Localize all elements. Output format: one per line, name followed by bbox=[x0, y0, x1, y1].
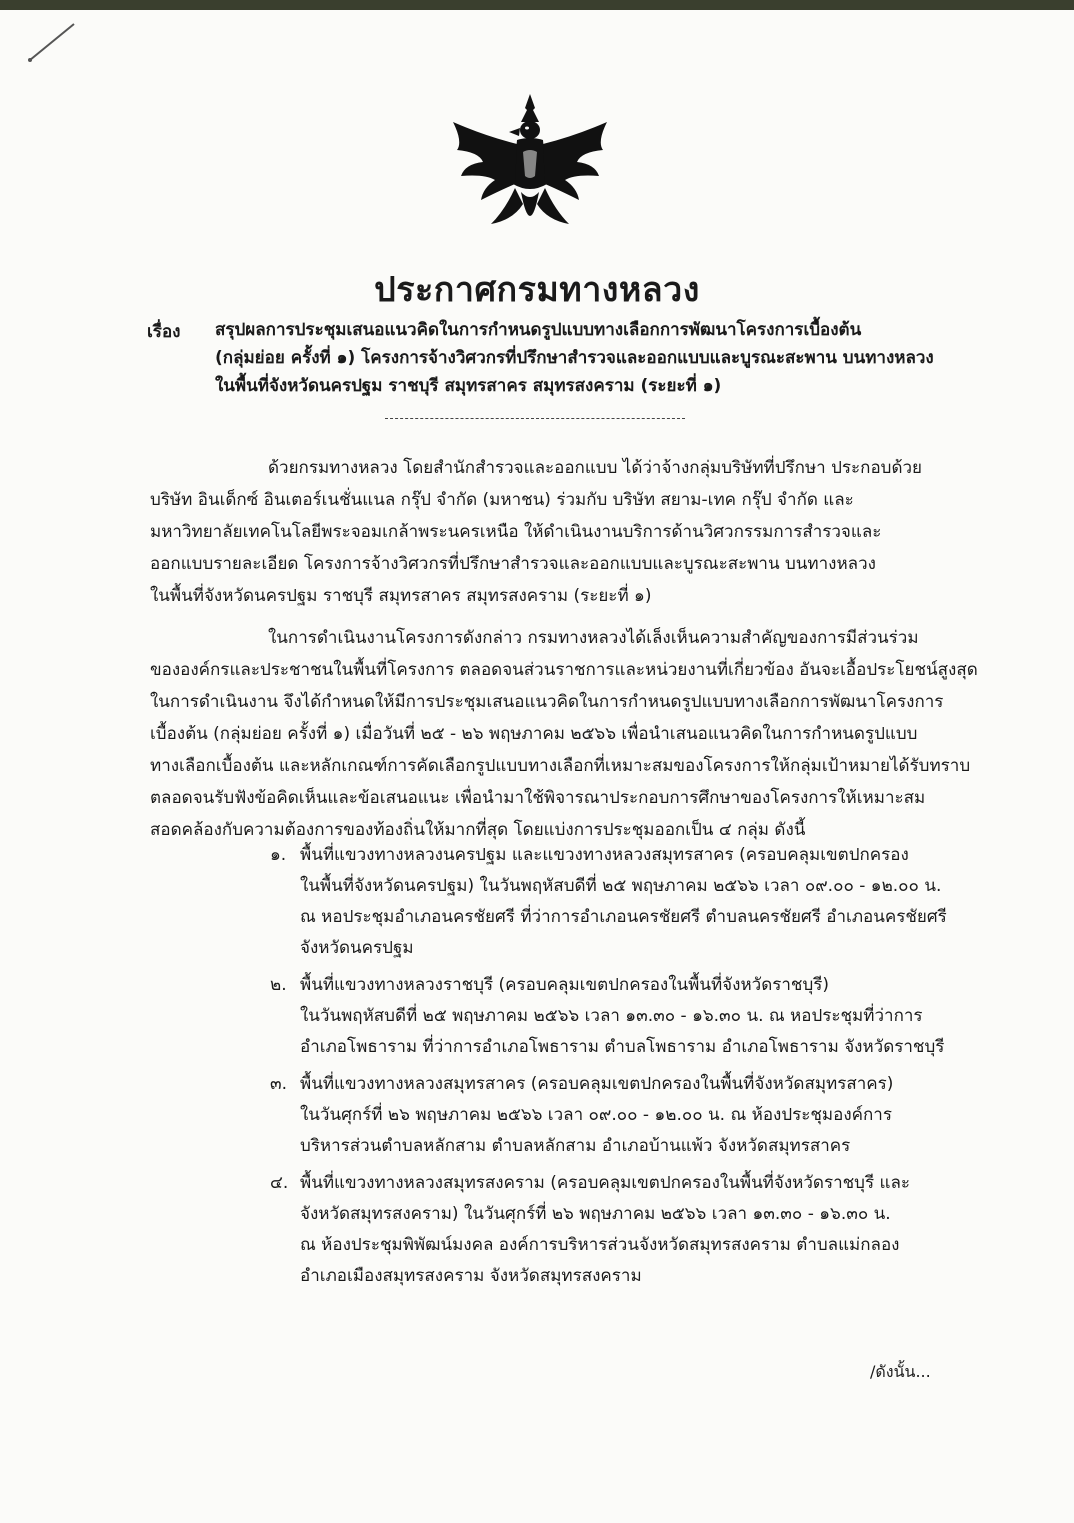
paragraph-line: มหาวิทยาลัยเทคโนโลยีพระจอมเกล้าพระนครเหนือ ให้ดำเนินงานบริการด้านวิศวกรรมการสำรวจและ bbox=[150, 522, 882, 542]
subject-line: (กลุ่มย่อย ครั้งที่ ๑) โครงการจ้างวิศวกรที่ปรึกษาสำรวจและออกแบบและบูรณะสะพาน บนทางหลวง bbox=[215, 348, 934, 368]
paragraph-line: เบื้องต้น (กลุ่มย่อย ครั้งที่ ๑) เมื่อวันที่ ๒๕ - ๒๖ พฤษภาคม ๒๕๖๖ เพื่อนำเสนอแนวคิดในการกำหนดรูปแบบ bbox=[150, 724, 918, 744]
paragraph-1 bbox=[150, 452, 950, 612]
paragraph-line: ตลอดจนรับฟังข้อคิดเห็นและข้อเสนอแนะ เพื่อนำมาใช้พิจารณาประกอบการศึกษาของโครงการให้เหมาะสม bbox=[150, 788, 926, 808]
garuda-emblem-icon bbox=[435, 92, 625, 240]
item-line: ในวันศุกร์ที่ ๒๖ พฤษภาคม ๒๕๖๖ เวลา ๐๙.๐๐ - ๑๒.๐๐ น. ณ ห้องประชุมองค์การ bbox=[300, 1105, 892, 1125]
item-number: ๒. bbox=[270, 975, 287, 995]
item-line: พื้นที่แขวงทางหลวงสมุทรสาคร (ครอบคลุมเขตปกครองในพื้นที่จังหวัดสมุทรสาคร) bbox=[300, 1074, 894, 1094]
item-line: จังหวัดนครปฐม bbox=[300, 938, 414, 958]
paragraph-line: ในการดำเนินงานโครงการดังกล่าว กรมทางหลวงได้เล็งเห็นความสำคัญของการมีส่วนร่วม bbox=[268, 628, 919, 648]
paragraph-line: ขององค์กรและประชาชนในพื้นที่โครงการ ตลอดจนส่วนราชการและหน่วยงานที่เกี่ยวข้อง อันจะเอื้อประโยชน์สูงสุด bbox=[150, 660, 978, 680]
subject-text bbox=[215, 316, 955, 400]
pen-stroke-icon bbox=[26, 20, 78, 64]
item-line: จังหวัดสมุทรสงคราม) ในวันศุกร์ที่ ๒๖ พฤษภาคม ๒๕๖๖ เวลา ๑๓.๓๐ - ๑๖.๓๐ น. bbox=[300, 1204, 891, 1224]
item-line: ณ หอประชุมอำเภอนครชัยศรี ที่ว่าการอำเภอนครชัยศรี ตำบลนครชัยศรี อำเภอนครชัยศรี bbox=[300, 907, 947, 927]
item-line: พื้นที่แขวงทางหลวงสมุทรสงคราม (ครอบคลุมเขตปกครองในพื้นที่จังหวัดราชบุรี และ bbox=[300, 1173, 910, 1193]
item-number: ๔. bbox=[270, 1173, 289, 1193]
subject-line: สรุปผลการประชุมเสนอแนวคิดในการกำหนดรูปแบบทางเลือกการพัฒนาโครงการเบื้องต้น bbox=[215, 320, 862, 340]
item-line: ในพื้นที่จังหวัดนครปฐม) ในวันพฤหัสบดีที่ ๒๕ พฤษภาคม ๒๕๖๖ เวลา ๐๙.๐๐ - ๑๒.๐๐ น. bbox=[300, 876, 942, 896]
paragraph-line: ในการดำเนินงาน จึงได้กำหนดให้มีการประชุมเสนอแนวคิดในการกำหนดรูปแบบทางเลือกการพัฒนาโครงการ bbox=[150, 692, 944, 712]
scan-top-edge bbox=[0, 0, 1074, 10]
item-line: อำเภอเมืองสมุทรสงคราม จังหวัดสมุทรสงคราม bbox=[300, 1266, 642, 1286]
item-line: ณ ห้องประชุมพิพัฒน์มงคล องค์การบริหารส่วนจังหวัดสมุทรสงคราม ตำบลแม่กลอง bbox=[300, 1235, 900, 1255]
item-line: พื้นที่แขวงทางหลวงนครปฐม และแขวงทางหลวงสมุทรสาคร (ครอบคลุมเขตปกครอง bbox=[300, 845, 909, 865]
paragraph-line: สอดคล้องกับความต้องการของท้องถิ่นให้มากที่สุด โดยแบ่งการประชุมออกเป็น ๔ กลุ่ม ดังนี้ bbox=[150, 820, 806, 840]
item-line: พื้นที่แขวงทางหลวงราชบุรี (ครอบคลุมเขตปกครองในพื้นที่จังหวัดราชบุรี) bbox=[300, 975, 830, 995]
item-line: อำเภอโพธาราม ที่ว่าการอำเภอโพธาราม ตำบลโพธาราม อำเภอโพธาราม จังหวัดราชบุรี bbox=[300, 1037, 945, 1057]
item-line: บริหารส่วนตำบลหลักสาม ตำบลหลักสาม อำเภอบ้านแพ้ว จังหวัดสมุทรสาคร bbox=[300, 1136, 851, 1156]
meeting-list bbox=[270, 840, 960, 1298]
paragraph-line: ออกแบบรายละเอียด โครงการจ้างวิศวกรที่ปรึกษาสำรวจและออกแบบและบูรณะสะพาน บนทางหลวง bbox=[150, 554, 876, 574]
paragraph-line: ด้วยกรมทางหลวง โดยสำนักสำรวจและออกแบบ ได้ว่าจ้างกลุ่มบริษัทที่ปรึกษา ประกอบด้วย bbox=[268, 458, 923, 478]
item-line: ในวันพฤหัสบดีที่ ๒๕ พฤษภาคม ๒๕๖๖ เวลา ๑๓.๓๐ - ๑๖.๓๐ น. ณ หอประชุมที่ว่าการ bbox=[300, 1006, 923, 1026]
paragraph-2 bbox=[150, 622, 978, 846]
paragraph-line: ทางเลือกเบื้องต้น และหลักเกณฑ์การคัดเลือกรูปแบบทางเลือกที่เหมาะสมของโครงการให้กลุ่มเป้าหมายได้รับทราบ bbox=[150, 756, 971, 776]
list-item bbox=[270, 840, 960, 964]
continuation-marker: /ดังนั้น... bbox=[870, 1362, 931, 1381]
subject-label: เรื่อง bbox=[147, 322, 181, 342]
paragraph-line: บริษัท อินเด็กซ์ อินเตอร์เนชั่นแนล กรุ๊ป จำกัด (มหาชน) ร่วมกับ บริษัท สยาม-เทค กรุ๊ป จำกัด และ bbox=[150, 490, 854, 510]
list-item bbox=[270, 1069, 960, 1162]
list-item bbox=[270, 1168, 960, 1292]
subject-line: ในพื้นที่จังหวัดนครปฐม ราชบุรี สมุทรสาคร สมุทรสงคราม (ระยะที่ ๑) bbox=[215, 376, 722, 396]
dashed-divider bbox=[385, 418, 685, 419]
item-number: ๑. bbox=[270, 845, 287, 865]
item-number: ๓. bbox=[270, 1074, 288, 1094]
page-title: ประกาศกรมทางหลวง bbox=[374, 270, 700, 310]
paragraph-line: ในพื้นที่จังหวัดนครปฐม ราชบุรี สมุทรสาคร สมุทรสงคราม (ระยะที่ ๑) bbox=[150, 586, 652, 606]
list-item bbox=[270, 970, 960, 1063]
